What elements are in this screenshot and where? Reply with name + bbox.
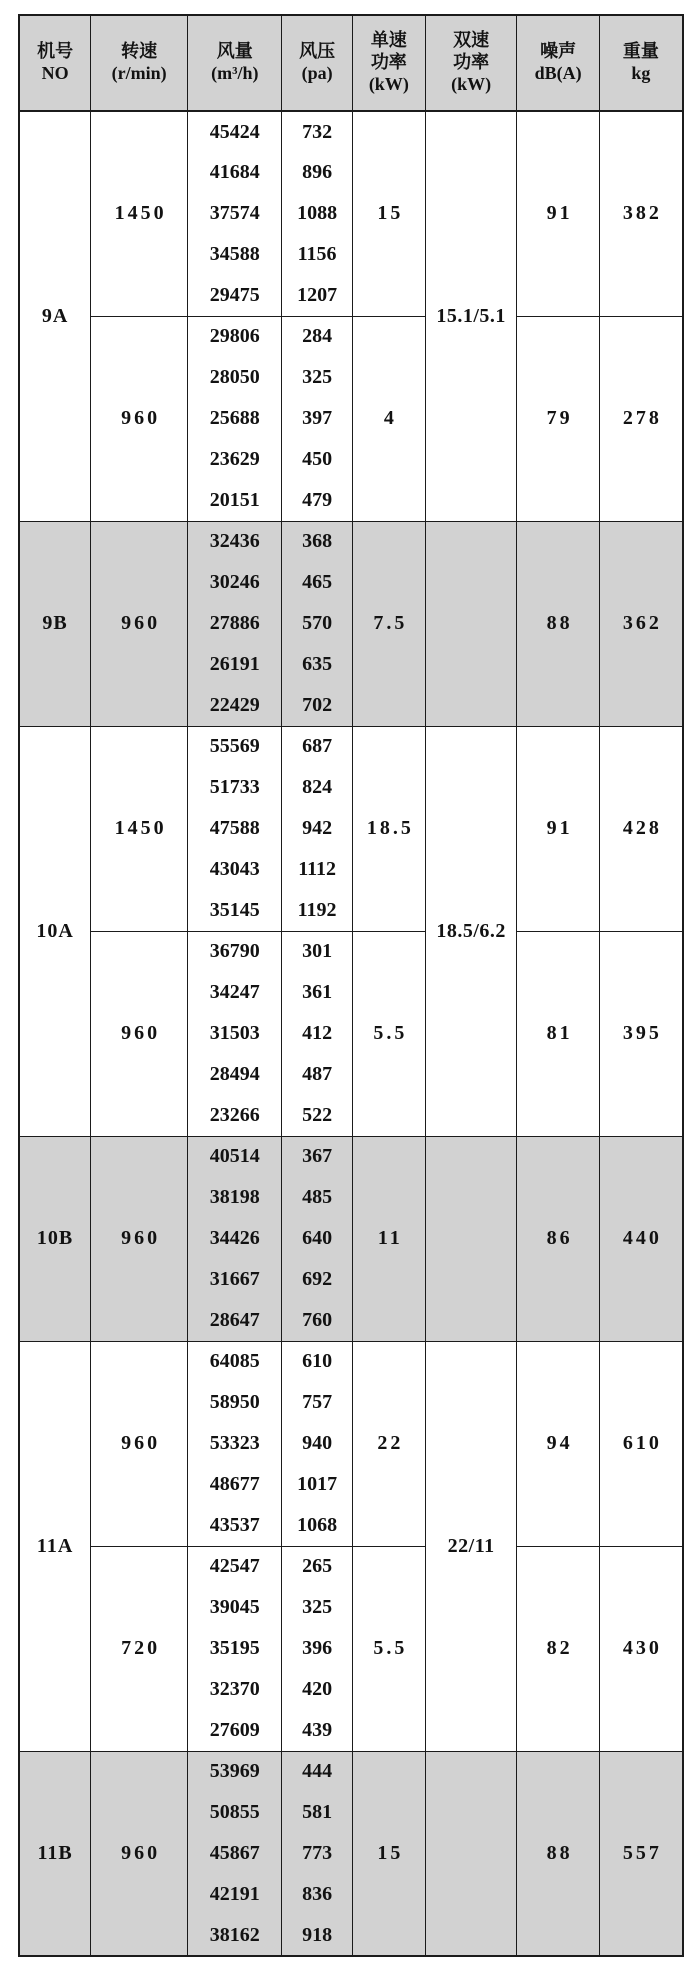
cell-weight: 557 [599,1751,683,1956]
cell-airflow: 40514 [188,1136,282,1177]
cell-pressure: 570 [282,603,352,644]
cell-weight: 430 [599,1546,683,1751]
cell-airflow: 31667 [188,1259,282,1300]
cell-noise: 91 [517,111,599,316]
cell-noise: 86 [517,1136,599,1341]
cell-airflow: 42191 [188,1874,282,1915]
cell-weight: 428 [599,726,683,931]
cell-single-power: 4 [352,316,425,521]
cell-pressure: 702 [282,685,352,726]
cell-rpm: 960 [91,316,188,521]
cell-rpm: 960 [91,1341,188,1546]
cell-machine-no: 10A [19,726,91,1136]
cell-machine-no: 9B [19,521,91,726]
cell-airflow: 48677 [188,1464,282,1505]
cell-airflow: 53969 [188,1751,282,1792]
cell-dual-power [425,521,517,726]
cell-single-power: 22 [352,1341,425,1546]
cell-airflow: 43043 [188,849,282,890]
cell-pressure: 301 [282,931,352,972]
cell-pressure: 444 [282,1751,352,1792]
cell-pressure: 284 [282,316,352,357]
table-row [19,1341,683,1382]
col-header-machine-no: 机号 NO [19,15,91,111]
cell-single-power: 15 [352,1751,425,1956]
cell-noise: 88 [517,521,599,726]
cell-airflow: 38198 [188,1177,282,1218]
cell-pressure: 465 [282,562,352,603]
cell-airflow: 23266 [188,1095,282,1136]
cell-machine-no: 11A [19,1341,91,1751]
cell-pressure: 1207 [282,275,352,316]
cell-pressure: 896 [282,152,352,193]
cell-single-power: 15 [352,111,425,316]
col-header-noise: 噪声 dB(A) [517,15,599,111]
cell-pressure: 1017 [282,1464,352,1505]
table-row [19,726,683,767]
cell-rpm: 1450 [91,726,188,931]
cell-pressure: 773 [282,1833,352,1874]
cell-pressure: 940 [282,1423,352,1464]
cell-noise: 79 [517,316,599,521]
cell-airflow: 31503 [188,1013,282,1054]
cell-rpm: 960 [91,931,188,1136]
cell-airflow: 41684 [188,152,282,193]
cell-noise: 88 [517,1751,599,1956]
cell-airflow: 43537 [188,1505,282,1546]
cell-pressure: 325 [282,1587,352,1628]
cell-weight: 610 [599,1341,683,1546]
cell-noise: 94 [517,1341,599,1546]
cell-pressure: 368 [282,521,352,562]
cell-pressure: 581 [282,1792,352,1833]
cell-airflow: 51733 [188,767,282,808]
cell-pressure: 397 [282,398,352,439]
cell-airflow: 27886 [188,603,282,644]
cell-airflow: 53323 [188,1423,282,1464]
cell-dual-power: 22/11 [425,1341,517,1751]
cell-weight: 362 [599,521,683,726]
table-row [19,316,683,357]
cell-single-power: 18.5 [352,726,425,931]
cell-airflow: 36790 [188,931,282,972]
cell-airflow: 55569 [188,726,282,767]
cell-noise: 82 [517,1546,599,1751]
cell-dual-power [425,1136,517,1341]
cell-pressure: 479 [282,480,352,521]
cell-airflow: 37574 [188,193,282,234]
cell-pressure: 487 [282,1054,352,1095]
table-row [19,521,683,562]
cell-rpm: 960 [91,521,188,726]
cell-machine-no: 9A [19,111,91,521]
cell-pressure: 942 [282,808,352,849]
cell-airflow: 34588 [188,234,282,275]
table-header-row [19,15,683,111]
cell-airflow: 35145 [188,890,282,931]
cell-airflow: 32370 [188,1669,282,1710]
cell-airflow: 42547 [188,1546,282,1587]
cell-pressure: 1068 [282,1505,352,1546]
cell-rpm: 960 [91,1751,188,1956]
cell-pressure: 635 [282,644,352,685]
cell-airflow: 20151 [188,480,282,521]
cell-dual-power: 18.5/6.2 [425,726,517,1136]
cell-noise: 81 [517,931,599,1136]
cell-pressure: 420 [282,1669,352,1710]
cell-pressure: 836 [282,1874,352,1915]
cell-machine-no: 10B [19,1136,91,1341]
cell-pressure: 1088 [282,193,352,234]
cell-airflow: 58950 [188,1382,282,1423]
cell-pressure: 485 [282,1177,352,1218]
cell-airflow: 22429 [188,685,282,726]
cell-pressure: 1192 [282,890,352,931]
cell-airflow: 32436 [188,521,282,562]
cell-airflow: 34247 [188,972,282,1013]
cell-machine-no: 11B [19,1751,91,1956]
col-header-airflow: 风量 (m³/h) [188,15,282,111]
cell-rpm: 720 [91,1546,188,1751]
cell-pressure: 412 [282,1013,352,1054]
cell-single-power: 7.5 [352,521,425,726]
cell-airflow: 45867 [188,1833,282,1874]
cell-pressure: 757 [282,1382,352,1423]
cell-dual-power [425,1751,517,1956]
table-row [19,931,683,972]
cell-noise: 91 [517,726,599,931]
cell-dual-power: 15.1/5.1 [425,111,517,521]
cell-rpm: 1450 [91,111,188,316]
cell-airflow: 34426 [188,1218,282,1259]
table-row [19,1136,683,1177]
cell-pressure: 439 [282,1710,352,1751]
cell-pressure: 396 [282,1628,352,1669]
cell-airflow: 35195 [188,1628,282,1669]
cell-single-power: 5.5 [352,931,425,1136]
cell-pressure: 265 [282,1546,352,1587]
cell-weight: 382 [599,111,683,316]
cell-pressure: 450 [282,439,352,480]
table-row [19,1751,683,1792]
cell-pressure: 1156 [282,234,352,275]
cell-airflow: 47588 [188,808,282,849]
cell-pressure: 692 [282,1259,352,1300]
col-header-pressure: 风压 (pa) [282,15,352,111]
col-header-speed: 转速 (r/min) [91,15,188,111]
cell-pressure: 824 [282,767,352,808]
cell-airflow: 28647 [188,1300,282,1341]
table-row [19,1546,683,1587]
cell-airflow: 50855 [188,1792,282,1833]
table-body [19,111,683,1956]
cell-airflow: 39045 [188,1587,282,1628]
cell-single-power: 5.5 [352,1546,425,1751]
cell-pressure: 367 [282,1136,352,1177]
cell-pressure: 918 [282,1915,352,1956]
cell-airflow: 25688 [188,398,282,439]
cell-airflow: 23629 [188,439,282,480]
cell-weight: 395 [599,931,683,1136]
col-header-dual-power: 双速 功率 (kW) [425,15,517,111]
cell-pressure: 361 [282,972,352,1013]
cell-weight: 278 [599,316,683,521]
cell-airflow: 29806 [188,316,282,357]
cell-airflow: 45424 [188,111,282,152]
cell-airflow: 28050 [188,357,282,398]
cell-airflow: 29475 [188,275,282,316]
cell-pressure: 325 [282,357,352,398]
fan-spec-table [18,14,684,1957]
cell-single-power: 11 [352,1136,425,1341]
col-header-single-power: 单速 功率 (kW) [352,15,425,111]
table-row [19,111,683,152]
cell-airflow: 28494 [188,1054,282,1095]
cell-airflow: 26191 [188,644,282,685]
col-header-weight: 重量 kg [599,15,683,111]
cell-airflow: 38162 [188,1915,282,1956]
cell-pressure: 1112 [282,849,352,890]
cell-airflow: 27609 [188,1710,282,1751]
cell-pressure: 610 [282,1341,352,1382]
cell-airflow: 64085 [188,1341,282,1382]
cell-pressure: 640 [282,1218,352,1259]
cell-airflow: 30246 [188,562,282,603]
cell-pressure: 687 [282,726,352,767]
cell-rpm: 960 [91,1136,188,1341]
cell-weight: 440 [599,1136,683,1341]
cell-pressure: 732 [282,111,352,152]
cell-pressure: 522 [282,1095,352,1136]
cell-pressure: 760 [282,1300,352,1341]
